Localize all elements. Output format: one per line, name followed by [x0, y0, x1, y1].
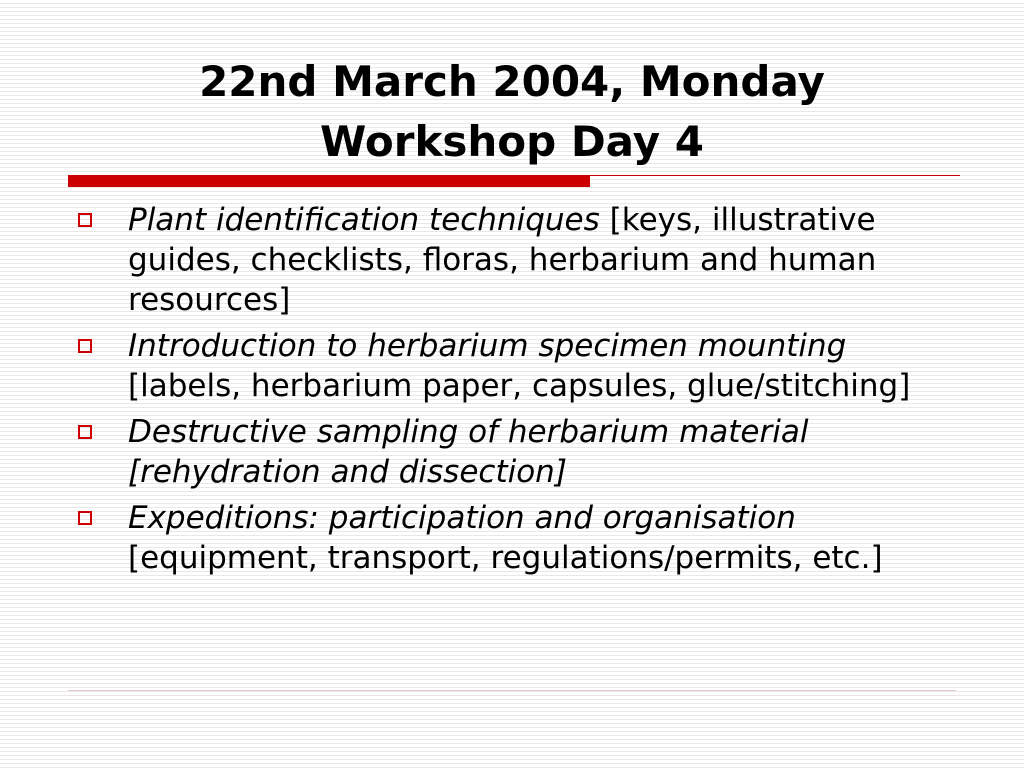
hollow-square-icon	[78, 425, 92, 439]
footer-divider	[68, 690, 956, 691]
slide-title-line-2: Workshop Day 4	[320, 117, 704, 166]
bullet-item-expeditions	[78, 498, 958, 578]
bullet-item-plant-identification	[78, 200, 958, 320]
bullet-detail-text: [labels, herbarium paper, capsules, glue/stitching]	[128, 368, 911, 404]
hollow-square-icon	[78, 213, 92, 227]
bullet-item-specimen-mounting	[78, 326, 958, 406]
bullet-list	[78, 200, 958, 584]
slide-title	[60, 52, 964, 172]
hollow-square-icon	[78, 511, 92, 525]
bullet-detail-text: [keys, illustrative guides, checklists, floras, herbarium and human resources]	[128, 202, 877, 318]
bullet-italic-text: Destructive sampling of herbarium material [rehydration and dissection]	[128, 414, 809, 490]
bullet-detail-text: [equipment, transport, regulations/permits, etc.]	[128, 540, 883, 576]
hollow-square-icon	[78, 339, 92, 353]
title-divider-thick	[68, 175, 590, 187]
bullet-italic-text: Introduction to herbarium specimen mounting	[128, 328, 847, 364]
bullet-italic-text: Expeditions: participation and organisation	[128, 500, 796, 536]
slide-title-line-1: 22nd March 2004, Monday	[199, 57, 825, 106]
bullet-item-destructive-sampling	[78, 412, 958, 492]
bullet-italic-text: Plant identification techniques	[128, 202, 600, 238]
